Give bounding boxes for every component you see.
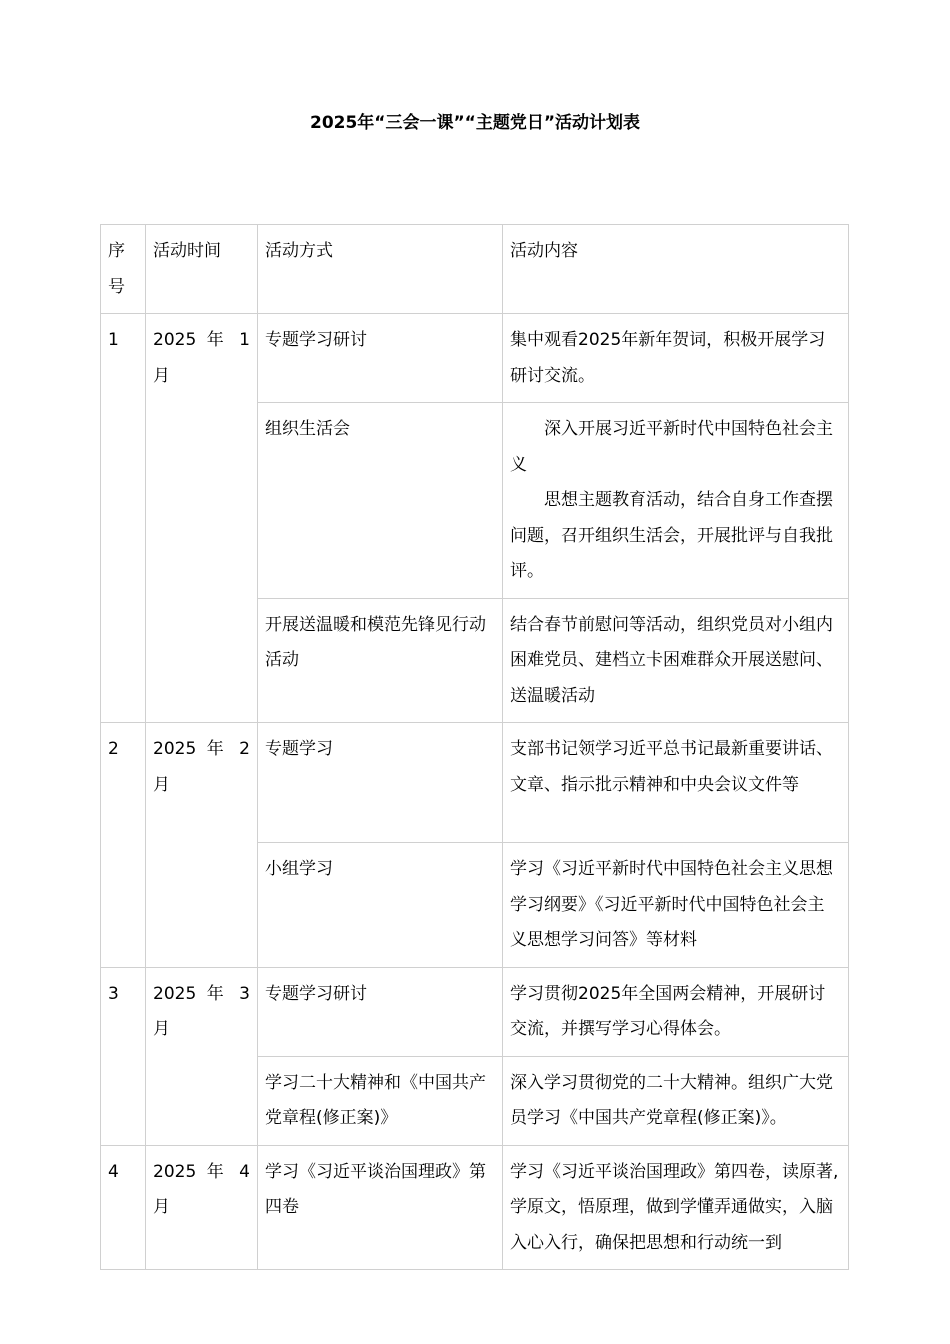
- header-seq: 序号: [101, 225, 146, 314]
- content-paragraph: 结合春节前慰问等活动，组织党员对小组内困难党员、建档立卡困难群众开展送慰问、送温暖活动: [510, 614, 833, 706]
- table-row: [101, 314, 849, 403]
- content-cell: [503, 967, 849, 1056]
- mode-cell: 组织生活会: [258, 403, 503, 599]
- content-paragraph: 学习《习近平新时代中国特色社会主义思想学习纲要》《习近平新时代中国特色社会主义思想学习问答》等材料: [510, 859, 833, 950]
- mode-cell: 小组学习: [258, 843, 503, 968]
- content-cell: [503, 403, 849, 599]
- mode-cell: 专题学习研讨: [258, 967, 503, 1056]
- mode-cell: 学习二十大精神和《中国共产党章程(修正案)》: [258, 1056, 503, 1145]
- mode-cell: 开展送温暖和模范先锋见行动活动: [258, 598, 503, 723]
- time-cell: 2025 年 3 月: [146, 967, 258, 1145]
- header-mode: 活动方式: [258, 225, 503, 314]
- header-content: 活动内容: [503, 225, 849, 314]
- content-paragraph: 深入学习贯彻党的二十大精神。组织广大党员学习《中国共产党章程(修正案)》。: [510, 1072, 833, 1128]
- content-paragraph: 支部书记领学习近平总书记最新重要讲话、文章、指示批示精神和中央会议文件等: [510, 739, 833, 795]
- time-cell: 2025 年 4 月: [146, 1145, 258, 1270]
- seq-cell: 2: [101, 723, 146, 968]
- content-paragraph: 深入开展习近平新时代中国特色社会主义: [510, 419, 833, 475]
- header-time: 活动时间: [146, 225, 258, 314]
- time-cell: 2025 年 2 月: [146, 723, 258, 968]
- content-cell: [503, 598, 849, 723]
- table-row: [101, 967, 849, 1056]
- content-paragraph: 学习《习近平谈治国理政》第四卷，读原著,学原文，悟原理，做到学懂弄通做实，入脑入心入行，确保把思想和行动统一到: [510, 1161, 839, 1253]
- mode-cell: 专题学习研讨: [258, 314, 503, 403]
- content-paragraph: 学习贯彻2025年全国两会精神，开展研讨交流，并撰写学习心得体会。: [510, 983, 826, 1039]
- mode-cell: 学习《习近平谈治国理政》第四卷: [258, 1145, 503, 1270]
- seq-cell: 4: [101, 1145, 146, 1270]
- content-cell: [503, 1056, 849, 1145]
- activity-plan-table: [100, 224, 849, 1270]
- table-row: [101, 723, 849, 843]
- content-cell: [503, 314, 849, 403]
- content-cell: [503, 723, 849, 843]
- content-paragraph: 思想主题教育活动，结合自身工作查摆问题，召开组织生活会，开展批评与自我批评。: [510, 490, 833, 581]
- mode-cell: 专题学习: [258, 723, 503, 843]
- content-cell: [503, 843, 849, 968]
- content-paragraph: 集中观看2025年新年贺词，积极开展学习研讨交流。: [510, 330, 826, 386]
- table-header-row: [101, 225, 849, 314]
- time-cell: 2025 年 1 月: [146, 314, 258, 723]
- seq-cell: 1: [101, 314, 146, 723]
- content-cell: [503, 1145, 849, 1270]
- document-title: 2025年“三会一课”“主题党日”活动计划表: [309, 113, 640, 133]
- table-row: [101, 1145, 849, 1270]
- seq-cell: 3: [101, 967, 146, 1145]
